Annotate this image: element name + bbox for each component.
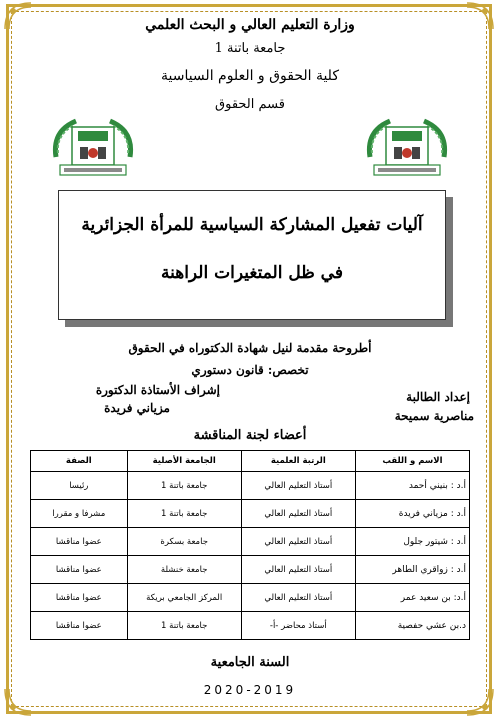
university-logo — [364, 117, 450, 181]
member-name: أ.د : مزياني فريدة — [355, 500, 469, 528]
member-role: عضوا مناقشا — [31, 556, 128, 584]
member-rank: أستاذ محاضر -أ- — [241, 612, 355, 640]
thesis-specialty: تخصص: قانون دستوري — [191, 363, 309, 377]
thesis-title-box — [58, 190, 446, 320]
column-header: الجامعة الأصلية — [127, 451, 241, 472]
member-name: أ.د : زواقري الطاهر — [355, 556, 469, 584]
member-university: جامعة باتنة 1 — [127, 500, 241, 528]
department-name: قسم الحقوق — [215, 97, 285, 112]
thesis-title-line2: في ظل المتغيرات الراهنة — [161, 263, 343, 283]
table-row — [31, 528, 470, 556]
student-label: إعداد الطالبة — [406, 390, 470, 404]
thesis-title-line1: آليات تفعيل المشاركة السياسية للمرأة الجزائرية — [81, 215, 423, 235]
table-row — [31, 584, 470, 612]
table-row — [31, 472, 470, 500]
academic-year-label: السنة الجامعية — [210, 655, 290, 670]
committee-table — [30, 450, 470, 640]
member-rank: أستاذ التعليم العالي — [241, 472, 355, 500]
member-university: المركز الجامعي بريكة — [127, 584, 241, 612]
table-row — [31, 556, 470, 584]
academic-years: 2020-2019 — [203, 683, 297, 697]
member-role: عضوا مناقشا — [31, 612, 128, 640]
thesis-description: أطروحة مقدمة لنيل شهادة الدكتوراه في الحقوق — [128, 341, 372, 355]
table-header-row — [31, 451, 470, 472]
member-role: رئيسا — [31, 472, 128, 500]
supervisor-label: إشراف الأستاذة الدكتورة — [95, 383, 220, 397]
member-name: أ.د: بن سعيد عمر — [355, 584, 469, 612]
member-rank: أستاذ التعليم العالي — [241, 500, 355, 528]
table-row — [31, 500, 470, 528]
committee-heading: أعضاء لجنة المناقشة — [193, 428, 307, 443]
supervisor-name: مزياني فريدة — [104, 401, 170, 415]
member-name: أ.د : شيتور جلول — [355, 528, 469, 556]
ministry-name: وزارة التعليم العالي و البحث العلمي — [145, 17, 355, 33]
member-university: جامعة باتنة 1 — [127, 472, 241, 500]
table-row — [31, 612, 470, 640]
column-header: الرتبة العلمية — [241, 451, 355, 472]
faculty-name: كلية الحقوق و العلوم السياسية — [160, 68, 339, 84]
member-university: جامعة خنشلة — [127, 556, 241, 584]
column-header: الاسم و اللقب — [355, 451, 469, 472]
member-rank: أستاذ التعليم العالي — [241, 556, 355, 584]
column-header: الصفة — [31, 451, 128, 472]
student-name: مناصرية سميحة — [394, 409, 474, 423]
member-rank: أستاذ التعليم العالي — [241, 528, 355, 556]
member-name: د.بن عشي حفصية — [355, 612, 469, 640]
member-role: عضوا مناقشا — [31, 528, 128, 556]
member-role: مشرفا و مقررا — [31, 500, 128, 528]
member-rank: أستاذ التعليم العالي — [241, 584, 355, 612]
university-logo — [50, 117, 136, 181]
member-name: أ.د : بنيني أحمد — [355, 472, 469, 500]
member-role: عضوا مناقشا — [31, 584, 128, 612]
university-name: جامعة باتنة 1 — [214, 41, 286, 56]
member-university: جامعة باتنة 1 — [127, 612, 241, 640]
member-university: جامعة بسكرة — [127, 528, 241, 556]
